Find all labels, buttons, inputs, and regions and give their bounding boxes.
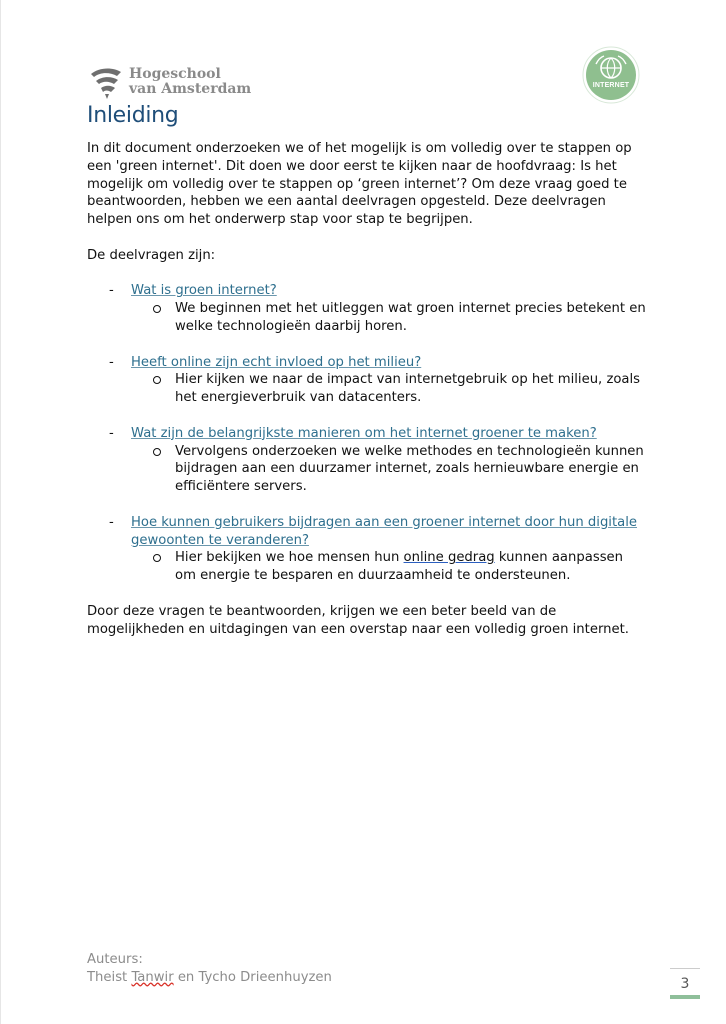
author-first-name: Theist (87, 969, 128, 985)
intro-paragraph: In dit document onderzoeken we of het mogelijk is om volledig over te stappen op een 'green internet'. Dit doen we door eerst te kijken naar de hoofdvraag: Is het mogelijk om volledig over te stappen op ‘green internet’? Om deze vraag goed te beantwoorden, hebben we een aantal deelvragen opgesteld. Deze deelvragen helpen ons om het onderwerp stap voor stap te begrijpen. (87, 141, 632, 228)
subquestions-label: De deelvragen zijn: (87, 247, 216, 263)
page-number-accent (670, 995, 700, 999)
circle-bullet-icon (153, 448, 161, 456)
logo-line-2: van Amsterdam (129, 81, 252, 97)
badge-label: INTERNET (592, 82, 630, 89)
subquestion-item (87, 425, 647, 514)
hva-logo (87, 64, 251, 100)
subquestion-link[interactable]: Wat is groen internet? (131, 283, 277, 299)
circle-bullet-icon (153, 554, 161, 562)
subquestion-answer: We beginnen met het uitleggen wat groen internet precies betekent en welke technologieën daarbij horen. (175, 301, 646, 334)
grammar-flagged-text: online gedrag (403, 550, 495, 566)
dash-bullet: - (109, 425, 114, 441)
internet-badge (582, 46, 640, 104)
footer-authors (87, 951, 332, 987)
subquestion-link[interactable]: Wat zijn de belangrijkste manieren om het internet groener te maken? (131, 425, 597, 441)
circle-bullet-icon (153, 376, 161, 384)
subquestion-item (87, 354, 647, 425)
conclusion-paragraph: Door deze vragen te beantwoorden, krijgen we een beter beeld van de mogelijkheden en uitdagingen van een overstap naar een volledig groen internet. (87, 603, 629, 637)
subquestion-link[interactable]: Heeft online zijn echt invloed op het milieu? (131, 354, 422, 370)
subquestion-list (87, 282, 647, 602)
circle-bullet-icon (153, 305, 161, 313)
globe-badge-icon (582, 46, 640, 104)
answer-text-before: Hier bekijken we hoe mensen hun (175, 550, 404, 566)
authors-names (87, 969, 332, 987)
answer-text-after: kunnen aanpassen om energie te besparen en duurzaamheid te ondersteunen. (175, 550, 624, 584)
authors-rest: en Tycho Drieenhuyzen (173, 969, 332, 985)
subquestion-answer (175, 550, 623, 583)
subquestion-item (87, 514, 647, 603)
document-body (87, 140, 647, 638)
page-number: 3 (670, 968, 700, 999)
subquestion-answer: Hier kijken we naar de impact van internetgebruik op het milieu, zoals het energieverbruik van datacenters. (175, 372, 641, 406)
subquestion-answer: Vervolgens onderzoeken we welke methodes en technologieën kunnen bijdragen aan een duurzamer internet, zoals hernieuwbare energie en efficiëntere servers. (175, 443, 644, 495)
subquestion-item (87, 282, 647, 353)
subquestion-link[interactable]: Hoe kunnen gebruikers bijdragen aan een groener internet door hun digitale gewoonten te veranderen? (131, 514, 638, 548)
hva-logo-mark-icon (87, 64, 125, 100)
spellcheck-flagged-name: Tanwir (131, 969, 174, 985)
dash-bullet: - (109, 283, 114, 299)
authors-label: Auteurs: (87, 952, 143, 967)
logo-line-1: Hogeschool (129, 66, 221, 82)
dash-bullet: - (109, 354, 114, 370)
dash-bullet: - (109, 514, 114, 530)
logo-text (129, 67, 251, 97)
page-title: Inleiding (87, 103, 179, 128)
